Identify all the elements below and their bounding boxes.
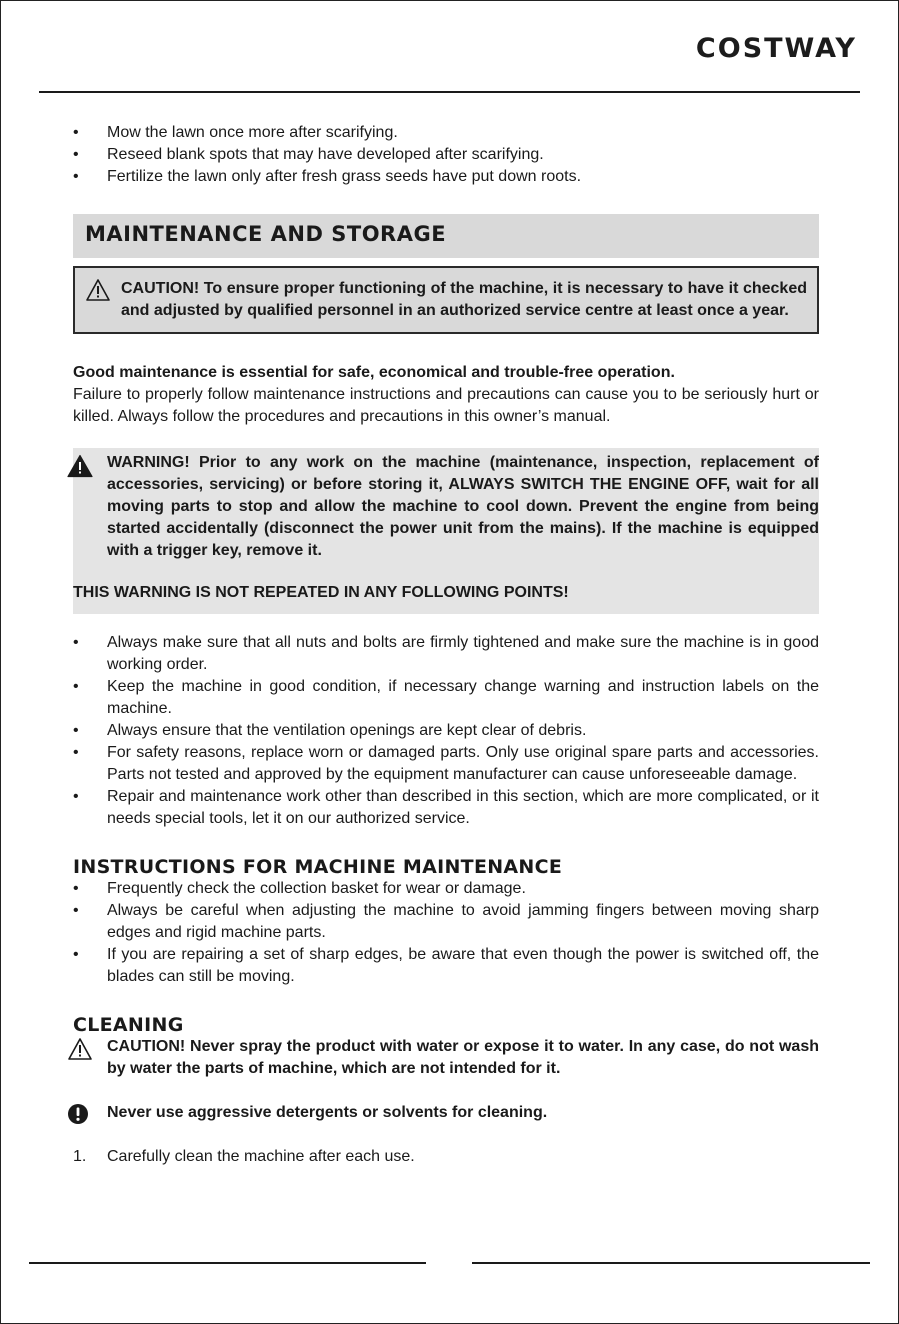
instructions-bullet-list (73, 878, 819, 988)
maintenance-caution-box (73, 266, 819, 334)
top-rule (39, 91, 860, 93)
warning-triangle-icon (67, 454, 93, 485)
maintenance-heading: MAINTENANCE AND STORAGE (85, 222, 447, 246)
bottom-rule-right (472, 1262, 870, 1264)
cleaning-heading: CLEANING (73, 1014, 184, 1036)
list-item: • Mow the lawn once more after scarifying. (73, 122, 819, 144)
caution-triangle-icon (67, 1037, 93, 1068)
cleaning-notice-text: Never use aggressive detergents or solvents for cleaning. (107, 1104, 548, 1121)
list-item: • Repair and maintenance work other than described in this section, which are more complicated, or it needs special tools, let it on our authorized service. (73, 786, 819, 830)
list-item: • Always make sure that all nuts and bolts are firmly tightened and make sure the machine is in good working order. (73, 632, 819, 676)
caution-text: CAUTION! To ensure proper functioning of the machine, it is necessary to have it checked and adjusted by qualified personnel in an authorized service centre at least once a year. (121, 280, 807, 319)
intro-bullet-list (73, 122, 819, 188)
exclamation-circle-icon (67, 1103, 89, 1132)
list-item: • Always ensure that the ventilation openings are kept clear of debris. (73, 720, 819, 742)
maintenance-lead: Good maintenance is essential for safe, economical and trouble-free operation. (73, 364, 675, 381)
cleaning-notice-row (73, 1102, 819, 1124)
brand-logo: COSTWAY (695, 33, 857, 64)
cleaning-caution-row (73, 1036, 819, 1080)
cleaning-steps (73, 1146, 819, 1168)
maintenance-bullet-list (73, 632, 819, 830)
warning-text: WARNING! Prior to any work on the machine (maintenance, inspection, replacement of accessories, servicing) or before storing it, ALWAYS SWITCH THE ENGINE OFF, wait for all moving parts to stop and allow the machine to cool down. Prevent the engine from being started accidentally (disconnect the power unit from the mains). If the machine is equipped with a trigger key, remove it. (107, 454, 819, 559)
caution-triangle-icon (85, 278, 111, 309)
maintenance-section-band (73, 214, 819, 258)
maintenance-intro (73, 362, 819, 428)
list-item: • Keep the machine in good condition, if necessary change warning and instruction labels on the machine. (73, 676, 819, 720)
list-item: • Fertilize the lawn only after fresh grass seeds have put down roots. (73, 166, 819, 188)
list-item (73, 1146, 819, 1168)
list-item: • Always be careful when adjusting the machine to avoid jamming fingers between moving sharp edges and rigid machine parts. (73, 900, 819, 944)
cleaning-caution-text: CAUTION! Never spray the product with water or expose it to water. In any case, do not wash by water the parts of machine, which are not intended for it. (107, 1038, 819, 1077)
step-number: 1. (73, 1148, 87, 1165)
step-text: Carefully clean the machine after each use. (107, 1148, 415, 1165)
list-item: • For safety reasons, replace worn or damaged parts. Only use original spare parts and accessories. Parts not tested and approved by the equipment manufacturer can cause unforeseeable damage. (73, 742, 819, 786)
page-content (73, 122, 819, 1168)
maintenance-body: Failure to properly follow maintenance instructions and precautions can cause you to be seriously hurt or killed. Always follow the procedures and precautions in this owner’s manual. (73, 386, 819, 425)
warning-block (73, 448, 819, 614)
list-item: • Reseed blank spots that may have developed after scarifying. (73, 144, 819, 166)
warning-footer: THIS WARNING IS NOT REPEATED IN ANY FOLLOWING POINTS! (73, 584, 569, 601)
warning-text-row (73, 452, 819, 562)
list-item: • Frequently check the collection basket for wear or damage. (73, 878, 819, 900)
bottom-rule-left (29, 1262, 426, 1264)
list-item: • If you are repairing a set of sharp edges, be aware that even though the power is switched off, the blades can still be moving. (73, 944, 819, 988)
instructions-heading: INSTRUCTIONS FOR MACHINE MAINTENANCE (73, 856, 563, 878)
